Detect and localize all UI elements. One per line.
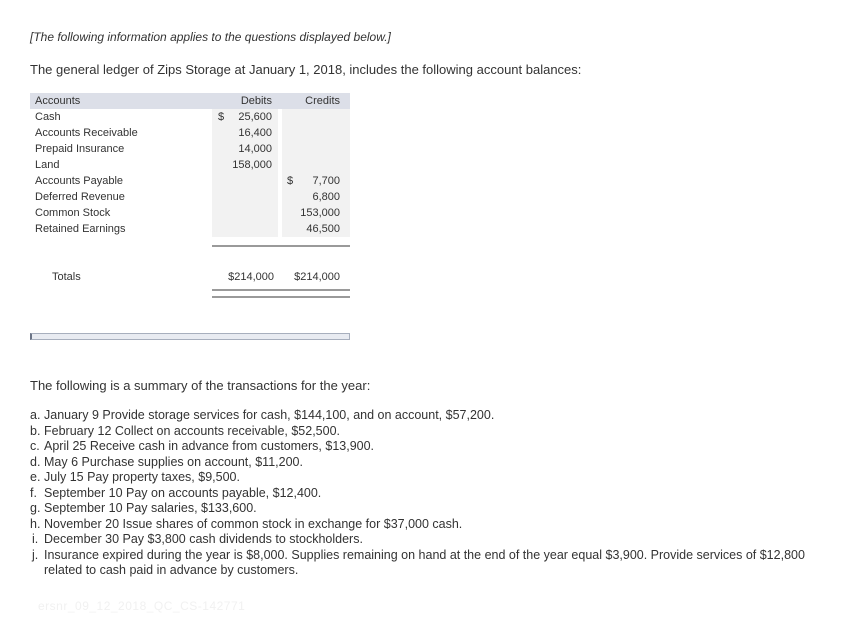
list-item	[30, 470, 840, 486]
totals-row	[30, 269, 350, 285]
total-double-rule-top	[212, 289, 350, 291]
item-marker: j.	[32, 547, 39, 562]
item-text: April 25 Receive cash in advance from customers, $13,900.	[44, 439, 375, 453]
totals-debit: $214,000	[228, 271, 274, 283]
transactions-list	[30, 408, 840, 579]
table-footer-bar	[30, 333, 350, 340]
table-row	[30, 205, 350, 221]
table-row	[30, 173, 350, 189]
watermark: ersnr_09_12_2018_QC_CS-142771	[38, 599, 246, 613]
item-marker: a.	[30, 408, 41, 422]
credit-sign: $	[287, 175, 294, 187]
item-text: February 12 Collect on accounts receivable, $52,500.	[44, 423, 341, 438]
header-accounts: Accounts	[35, 95, 81, 107]
summary-intro: The following is a summary of the transactions for the year:	[30, 378, 371, 393]
item-marker: e.	[30, 470, 41, 484]
list-item	[30, 486, 840, 502]
list-item	[30, 517, 840, 533]
account-name: Prepaid Insurance	[35, 143, 125, 155]
debit-value: 158,000	[232, 159, 272, 171]
total-double-rule-bottom	[212, 296, 350, 298]
table-row	[30, 141, 350, 157]
list-item	[30, 439, 840, 455]
item-marker: c.	[30, 439, 40, 453]
account-name: Accounts Payable	[35, 175, 124, 187]
header-debits: Debits	[240, 95, 272, 107]
list-item	[30, 408, 840, 424]
credit-value: 46,500	[306, 223, 340, 235]
list-item	[30, 455, 840, 471]
item-marker: f.	[30, 485, 37, 500]
totals-label: Totals	[52, 271, 81, 283]
account-name: Accounts Receivable	[35, 127, 138, 139]
table-row	[30, 221, 350, 237]
header-credits: Credits	[305, 95, 340, 107]
intro-note: [The following information applies to the questions displayed below.]	[30, 30, 391, 44]
item-text: May 6 Purchase supplies on account, $11,200.	[44, 454, 303, 469]
account-name: Common Stock	[35, 207, 111, 219]
item-text: September 10 Pay on accounts payable, $12,400.	[44, 485, 322, 500]
totals-credit: $214,000	[294, 271, 340, 283]
account-name: Cash	[35, 111, 61, 123]
item-marker: g.	[30, 501, 41, 515]
list-item	[30, 548, 840, 579]
debit-value: 14,000	[238, 143, 272, 155]
debit-sign: $	[218, 111, 225, 123]
ledger-intro: The general ledger of Zips Storage at January 1, 2018, includes the following account balances:	[30, 62, 582, 77]
table-row	[30, 109, 350, 125]
item-marker: b.	[30, 423, 41, 438]
list-item	[30, 501, 840, 517]
account-name: Land	[35, 159, 60, 171]
item-marker: d.	[30, 454, 41, 469]
item-text: Insurance expired during the year is $8,000. Supplies remaining on hand at the end of the year equal $3,900. Provide services of $12,800 related to cash paid in advance by customers.	[44, 547, 805, 577]
item-marker: h.	[30, 516, 41, 531]
table-row	[30, 125, 350, 141]
account-name: Deferred Revenue	[35, 191, 125, 203]
item-text: November 20 Issue shares of common stock in exchange for $37,000 cash.	[44, 516, 463, 531]
credit-value: 6,800	[312, 191, 340, 203]
subtotal-rule	[212, 245, 350, 247]
item-text: December 30 Pay $3,800 cash dividends to stockholders.	[44, 532, 363, 546]
table-row	[30, 157, 350, 173]
item-text: January 9 Provide storage services for cash, $144,100, and on account, $57,200.	[44, 408, 495, 422]
table-header-row	[30, 93, 350, 109]
item-marker: i.	[32, 532, 39, 546]
item-text: July 15 Pay property taxes, $9,500.	[44, 470, 240, 484]
account-name: Retained Earnings	[35, 223, 126, 235]
debit-value: 16,400	[238, 127, 272, 139]
list-item	[30, 532, 840, 548]
debit-value: 25,600	[238, 111, 272, 123]
item-text: September 10 Pay salaries, $133,600.	[44, 501, 257, 515]
credit-value: 153,000	[300, 207, 340, 219]
list-item	[30, 424, 840, 440]
credit-value: 7,700	[312, 175, 340, 187]
table-row	[30, 189, 350, 205]
